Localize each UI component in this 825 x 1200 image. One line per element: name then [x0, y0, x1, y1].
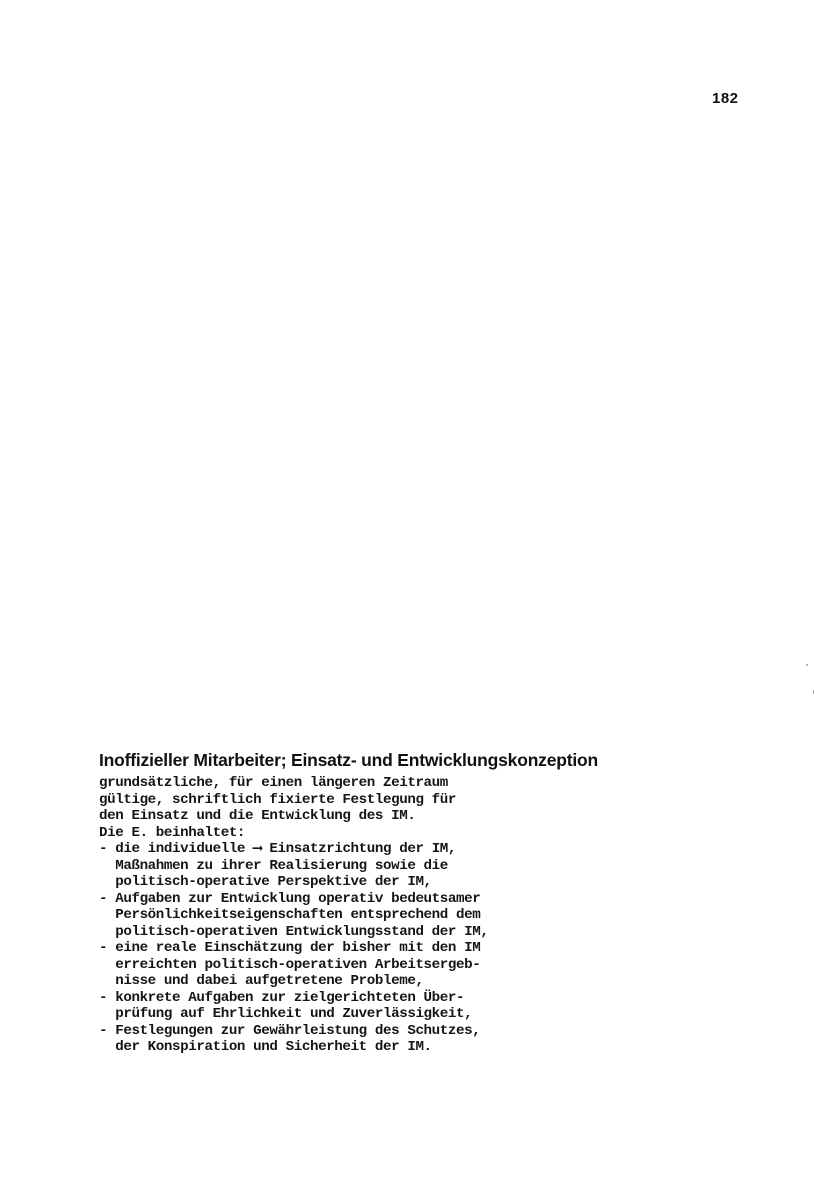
definition-line: den Einsatz und die Entwicklung des IM. [99, 808, 416, 824]
list-item-line: politisch-operativen Entwicklungsstand der IM, [99, 923, 489, 940]
scan-speck [813, 690, 814, 694]
list-item-line: - Festlegungen zur Gewährleistung des Schutzes, [99, 1022, 481, 1039]
list-item-line: - die individuelle ⟶ Einsatzrichtung der IM, [99, 841, 457, 857]
list-item [99, 841, 599, 891]
list-item-line: - Aufgaben zur Entwicklung operativ bedeutsamer [99, 890, 481, 907]
entry-heading-text: Inoffizieller Mitarbeiter; Einsatz- und Entwicklungskonzeption [99, 750, 599, 770]
list-item-line: der Konspiration und Sicherheit der IM. [99, 1039, 432, 1055]
scan-speck [806, 664, 808, 666]
list-item-line: prüfung auf Ehrlichkeit und Zuverlässigkeit, [99, 1006, 473, 1022]
definition-line: gültige, schriftlich fixierte Festlegung für [99, 791, 457, 808]
list-item-line: - konkrete Aufgaben zur zielgerichteten Über- [99, 989, 465, 1006]
list-item-line: Persönlichkeitseigenschaften entsprechend dem [99, 907, 481, 923]
list-item [99, 940, 599, 990]
intro-line: Die E. beinhaltet: [99, 824, 246, 841]
entry-body [99, 775, 599, 1056]
list-item-line: - eine reale Einschätzung der bisher mit den IM [99, 940, 481, 956]
list-item [99, 990, 599, 1023]
entry-heading [99, 748, 599, 773]
list-item-line: nisse und dabei aufgetretene Probleme, [99, 973, 424, 989]
list-item [99, 891, 599, 941]
list-item-line: Maßnahmen zu ihrer Realisierung sowie die [99, 857, 448, 874]
list-item-line: erreichten politisch-operativen Arbeitsergeb- [99, 956, 481, 973]
list-item [99, 1023, 599, 1056]
list-item-line: politisch-operative Perspektive der IM, [99, 874, 432, 890]
page-number: 182 [712, 90, 739, 107]
definition-line: grundsätzliche, für einen längeren Zeitraum [99, 775, 448, 791]
dictionary-entry [99, 748, 599, 1056]
